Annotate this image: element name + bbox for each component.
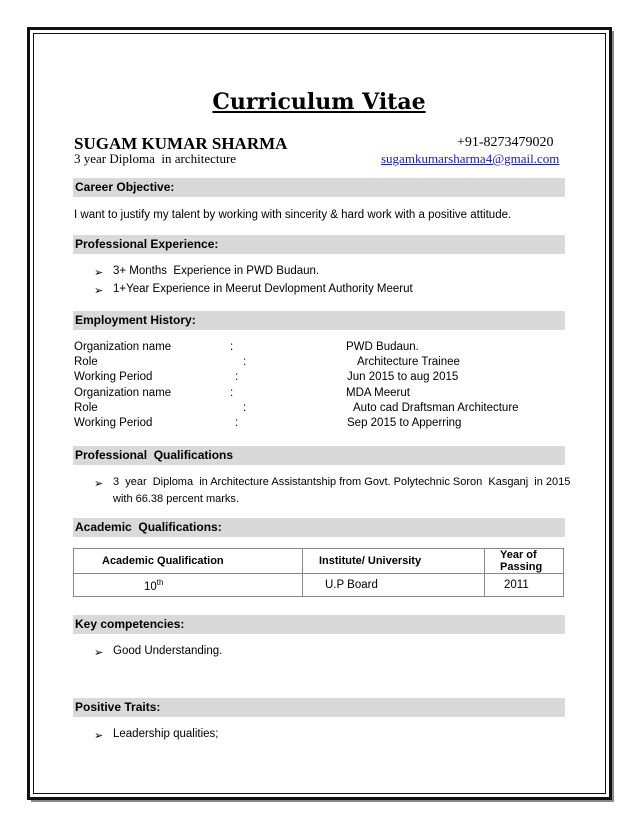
employment-value: MDA Meerut	[346, 387, 410, 399]
employment-value: Architecture Trainee	[357, 356, 460, 368]
academic-qualifications-heading: Academic Qualifications:	[73, 518, 565, 537]
employment-label: Role	[74, 356, 98, 368]
employment-label: Working Period	[74, 371, 153, 383]
employment-colon: :	[243, 402, 247, 414]
employment-label: Organization name	[74, 387, 172, 399]
phone-number: +91-8273479020	[457, 135, 554, 150]
academic-table	[73, 548, 564, 597]
career-objective-heading: Career Objective:	[73, 178, 565, 197]
positive-traits-heading: Positive Traits:	[73, 698, 565, 717]
candidate-qualification: 3 year Diploma in architecture	[74, 151, 237, 166]
document-title: Curriculum Vitae	[212, 89, 426, 115]
table-cell: U.P Board	[303, 574, 485, 597]
employment-label: Role	[74, 402, 98, 414]
arrowhead-bullet-icon: ➢	[94, 647, 104, 659]
arrowhead-bullet-icon: ➢	[94, 478, 104, 490]
arrowhead-bullet-icon: ➢	[94, 730, 104, 742]
employment-history-heading: Employment History:	[73, 311, 565, 330]
experience-item: 3+ Months Experience in PWD Budaun.	[113, 265, 320, 277]
employment-value: Jun 2015 to aug 2015	[347, 371, 459, 383]
table-header: Institute/ University	[303, 549, 485, 574]
experience-item: 1+Year Experience in Meerut Devlopment Authority Meerut	[113, 283, 413, 295]
table-cell	[74, 574, 303, 597]
employment-label: Working Period	[74, 417, 153, 429]
arrowhead-bullet-icon: ➢	[94, 267, 104, 279]
employment-value: PWD Budaun.	[346, 341, 419, 353]
professional-experience-heading: Professional Experience:	[73, 235, 565, 254]
employment-label: Organization name	[74, 341, 172, 353]
employment-value: Sep 2015 to Apperring	[347, 417, 462, 429]
employment-colon: :	[235, 371, 239, 383]
employment-value: Auto cad Draftsman Architecture	[353, 402, 519, 414]
trait-item: Leadership qualities;	[113, 728, 219, 740]
candidate-name: SUGAM KUMAR SHARMA	[74, 134, 288, 153]
professional-qualification-text-cont: with 66.38 percent marks.	[113, 493, 239, 505]
table-cell: 2011	[485, 574, 564, 597]
career-objective-text: I want to justify my talent by working with sincerity & hard work with a positive attitude.	[74, 209, 512, 221]
table-header-row	[74, 549, 564, 574]
table-header: Year of Passing	[485, 549, 564, 574]
professional-qualifications-heading: Professional Qualifications	[73, 446, 565, 465]
employment-colon: :	[235, 417, 239, 429]
employment-colon: :	[230, 387, 234, 399]
table-header: Academic Qualification	[74, 549, 303, 574]
employment-colon: :	[243, 356, 247, 368]
employment-colon: :	[230, 341, 234, 353]
professional-qualification-text: 3 year Diploma in Architecture Assistantship from Govt. Polytechnic Soron Kasganj in 2015	[113, 476, 571, 488]
competency-item: Good Understanding.	[113, 645, 223, 657]
email-link[interactable]: sugamkumarsharma4@gmail.com	[381, 151, 560, 166]
key-competencies-heading: Key competencies:	[73, 615, 565, 634]
qualification-value: 10	[144, 580, 157, 593]
table-row	[74, 574, 564, 597]
qualification-suffix: th	[156, 577, 164, 587]
arrowhead-bullet-icon: ➢	[94, 285, 104, 297]
